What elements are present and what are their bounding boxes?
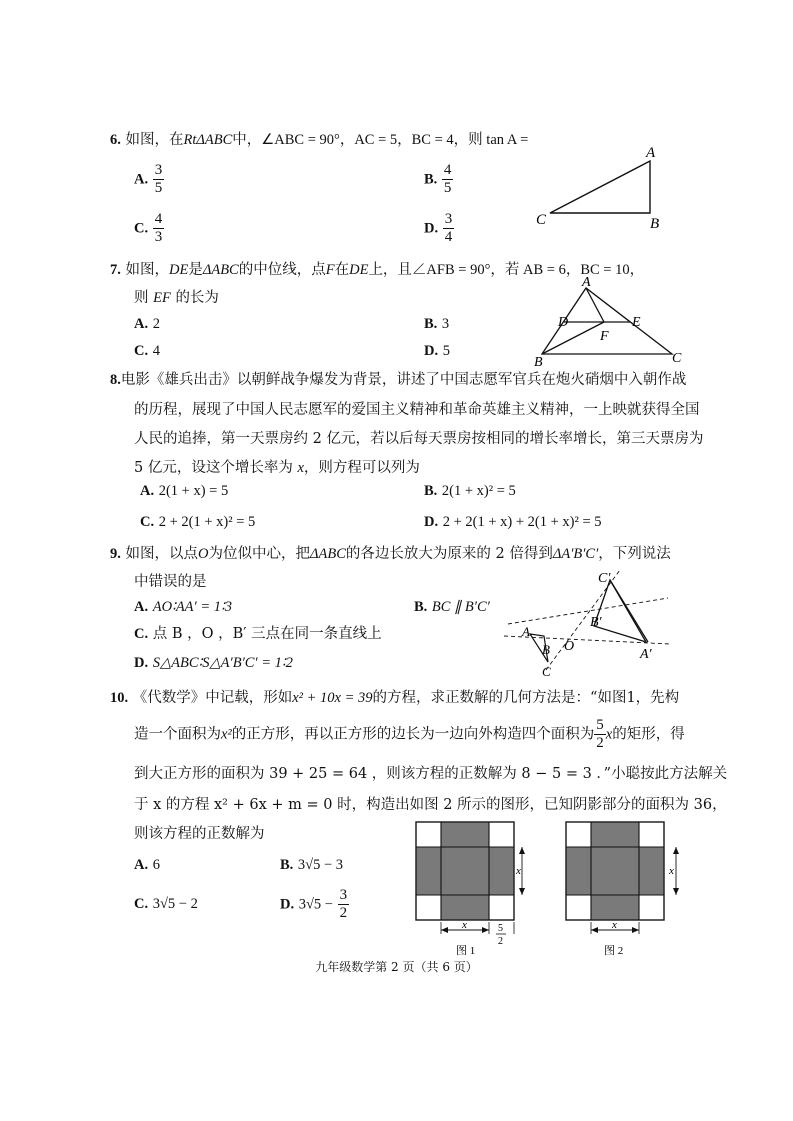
q10-option-d: D. 3√5 − $\frac{3}{2}$ <box>280 887 348 921</box>
q10-option-b: B. 3√5 − 3 <box>280 857 344 873</box>
q10-stem-line5: 则该方程的正数解为 <box>134 826 265 842</box>
q10-fig1-caption: 图 1 <box>456 945 476 957</box>
q9-label-b: B <box>542 642 550 657</box>
q8-option-a: A. 2(1 + x) = 5 <box>140 483 229 499</box>
q8-number: 8. <box>110 372 121 388</box>
q10-figure-2 <box>562 818 692 958</box>
q6-label-c: C <box>536 212 547 228</box>
q8-option-b: B. 2(1 + x)² = 5 <box>424 483 516 499</box>
q7-label-f: F <box>600 329 609 344</box>
q10-number: 10. <box>110 690 129 706</box>
q9-label-b-prime: B′ <box>590 615 602 630</box>
q7-stem-line1: 7. 如图，DE是ΔABC的中位线，点F在DE上，且∠AFB = 90°，若 AB = 6，BC = 10， <box>110 262 645 278</box>
q9-option-a: A. AO∶AA′ = 1∶3 <box>134 599 233 615</box>
q6-option-b: B. $\frac{4}{5}$ <box>424 162 452 196</box>
q6-stem: 6. 如图，在RtΔABC中，∠ABC = 90°，AC = 5，BC = 4，则 tan A = <box>110 132 529 148</box>
q10-option-c: C. 3√5 − 2 <box>134 896 198 912</box>
q7-label-c: C <box>672 351 682 366</box>
q6-option-d: D. $\frac{3}{4}$ <box>424 211 453 245</box>
q10-figure-1 <box>410 818 550 958</box>
q10-option-a: A. 6 <box>134 857 160 873</box>
q9-homothety-figure <box>498 566 678 678</box>
q10-fig1-x-bottom: x <box>462 919 467 931</box>
q10-fig2-caption: 图 2 <box>604 945 624 957</box>
q7-midline-figure <box>532 276 688 370</box>
q7-stem-line2: 则 EF 的长为 <box>134 290 219 306</box>
q9-option-c: C. 点 B ，O ，B′ 三点在同一条直线上 <box>134 626 382 642</box>
q7-label-a: A <box>582 276 591 290</box>
q6-option-a: A. $\frac{3}{5}$ <box>134 162 163 196</box>
q10-fig1-x-right: x <box>516 865 521 877</box>
q8-option-c: C. 2 + 2(1 + x)² = 5 <box>140 514 256 530</box>
q9-label-c-prime: C′ <box>598 571 611 586</box>
q8-option-d: D. 2 + 2(1 + x) + 2(1 + x)² = 5 <box>424 514 602 530</box>
q9-label-c: C <box>542 664 551 678</box>
q10-fig1-frac-num: 5 <box>498 923 503 934</box>
q8-stem-line3: 人民的追捧，第一天票房约 2 亿元，若以后每天票房按相同的增长率增长，第三天票房为 <box>134 431 704 447</box>
q9-stem-line1: 9. 如图，以点O为位似中心，把ΔABC的各边长放大为原来的 2 倍得到ΔA′B′C′，下列说法 <box>110 546 671 562</box>
q9-label-a: A <box>522 624 530 639</box>
q6-option-c: C. $\frac{4}{3}$ <box>134 211 163 245</box>
q9-option-d: D. S△ABC∶S△A′B′C′ = 1∶2 <box>134 655 293 671</box>
q10-stem-line3: 到大正方形的面积为 39 + 25 = 64 ，则该方程的正数解为 8 − 5 = 3 ．”小聪按此方法解关 <box>134 766 728 782</box>
q6-label-b: B <box>650 216 660 232</box>
q9-number: 9. <box>110 546 121 562</box>
q7-option-c: C. 4 <box>134 343 160 359</box>
q8-stem-line1: 8.电影《雄兵出击》以朝鲜战争爆发为背景，讲述了中国志愿军官兵在炮火硝烟中入朝作战 <box>110 372 687 388</box>
q10-stem-line1: 10. 《代数学》中记载，形如x² + 10x = 39的方程，求正数解的几何方法是：“如图1，先构 <box>110 690 680 706</box>
q9-label-a-prime: A′ <box>640 647 652 662</box>
q9-stem-line2: 中错误的是 <box>134 574 207 590</box>
q10-fig1-frac-den: 2 <box>498 936 503 947</box>
page-footer: 九年级数学第 2 页（共 6 页） <box>315 960 478 974</box>
q8-stem-line4: 5 亿元，设这个增长率为 x，则方程可以列为 <box>134 460 420 476</box>
q10-stem-line2: 造一个面积为x²的正方形，再以正方形的边长为一边向外构造四个面积为 $\frac{5}{2}$ x的矩形，得 <box>134 717 685 751</box>
q7-label-b: B <box>534 355 543 370</box>
q10-fig2-x-right: x <box>669 865 674 877</box>
q7-option-b: B. 3 <box>424 316 450 332</box>
q8-stem-line2: 的历程，展现了中国人民志愿军的爱国主义精神和革命英雄主义精神，一上映就获得全国 <box>134 402 700 418</box>
q7-option-a: A. 2 <box>134 316 160 332</box>
q10-stem-line4: 于 x 的方程 x² + 6x + m = 0 时，构造出如图 2 所示的图形，已知阴影部分的面积为 36， <box>134 797 727 813</box>
q7-label-e: E <box>632 315 641 330</box>
q7-option-d: D. 5 <box>424 343 450 359</box>
q6-label-a: A <box>646 145 656 161</box>
q9-label-o: O <box>564 639 575 654</box>
q7-number: 7. <box>110 262 121 278</box>
q6-triangle-figure <box>530 142 670 234</box>
q7-label-d: D <box>558 315 569 330</box>
q10-fig2-x-bottom: x <box>612 919 617 931</box>
q6-number: 6. <box>110 132 121 148</box>
q9-option-b: B. BC ∥ B′C′ <box>414 599 490 615</box>
